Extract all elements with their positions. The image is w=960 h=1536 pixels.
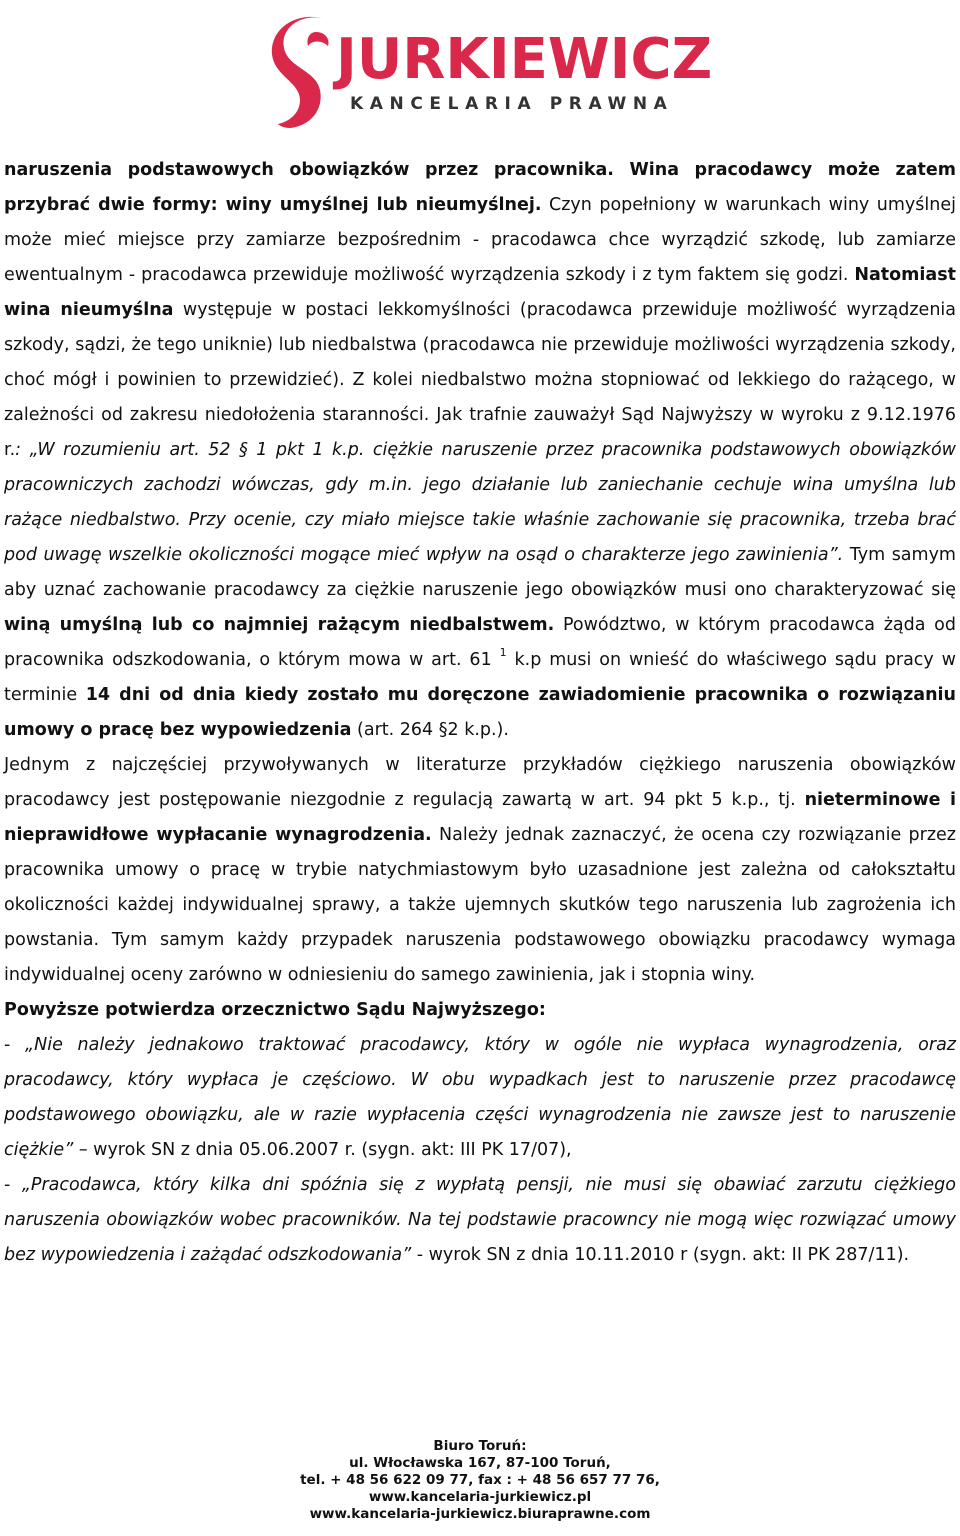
brand-subtitle: KANCELARIA PRAWNA bbox=[350, 94, 674, 114]
body-text: występuje w postaci lekkomyślności (pracodawca przewiduje możliwość wyrządzenia szkody, sądzi, że tego uniknie) lub niedbalstwa (pracodawca nie przewiduje możliwości wyrządzenia szkody, choć mógł i powinien to przewidzieć). Z kolei niedbalstwo można stopniować od lekkiego do rażącego, w zależności od zakresu niedołożenia staranności. Jak trafnie zauważył Sąd Najwyższy w wyroku z 9.12.1976 r. bbox=[4, 300, 956, 460]
ruling-item bbox=[4, 1168, 956, 1273]
citation-text: – wyrok SN z dnia 05.06.2007 r. (sygn. akt: III PK 17/07), bbox=[73, 1140, 572, 1160]
company-logo bbox=[270, 10, 713, 140]
logo-s-icon bbox=[270, 10, 340, 140]
website-link[interactable]: www.kancelaria-jurkiewicz.pl bbox=[368, 1489, 592, 1505]
quote-text: „Pracodawca, który kilka dni spóźnia się z wypłatą pensji, nie musi się obawiać zarzutu ciężkiego naruszenia obowiązków wobec pracowników. Na tej podstawie pracowncy nie mogą więc rozwiązać umowy bez wypowiedzenia i zażądać odszkodowania” bbox=[4, 1175, 956, 1265]
body-text: Czyn popełniony w warunkach winy umyślnej może mieć miejsce przy zamiarze bezpośrednim - pracodawca chce wyrządzić szkodę, lub zamiarze ewentualnym - pracodawca przewiduje możliwość wyrządzenia szkody i z tym faktem się godzi. bbox=[4, 195, 956, 285]
quote-text: : „W rozumieniu art. 52 § 1 pkt 1 k.p. ciężkie naruszenie przez pracownika podstawowych obowiązków pracowniczych zachodzi wówczas, gdy m.in. jego działanie lub zaniechanie cechuje wina umyślna lub rażące niedbalstwo. Przy ocenie, czy miało miejsce takie właśnie zachowanie się pracownika, trzeba brać pod uwagę wszelkie okoliczności mogące mieć wpływ na osąd o charakterze jego zawinienia”. bbox=[4, 440, 956, 565]
office-phone: tel. + 48 56 622 09 77, fax : + 48 56 657 77 76, bbox=[300, 1472, 660, 1488]
office-label: Biuro Toruń: bbox=[433, 1438, 527, 1454]
bold-text: naruszenia podstawowych obowiązków przez pracownika. Wina pracodawcy może zatem przybrać dwie formy: winy umyślnej lub nieumyślnej. bbox=[4, 160, 956, 215]
paragraph-fault-forms bbox=[4, 153, 956, 748]
body-text: Powództwo, w którym pracodawca żąda od pracownika odszkodowania, o którym mowa w art. 61 bbox=[4, 615, 956, 670]
body-text: Jednym z najczęściej przywoływanych w literaturze przykładów ciężkiego naruszenia obowiązków pracodawcy jest postępowanie niezgodnie z regulacją zawartą w art. 94 pkt 5 k.p., tj. bbox=[4, 755, 956, 810]
brand-name: JURKIEWICZ bbox=[336, 27, 713, 92]
page-header bbox=[0, 0, 960, 150]
bold-text: nieterminowe i nieprawidłowe wypłacanie wynagrodzenia. bbox=[4, 790, 956, 845]
quote-text: „Nie należy jednakowo traktować pracodawcy, który w ogóle nie wypłaca wynagrodzenia, oraz pracodawcy, który wypłaca je częściowo. W obu wypadkach jest to naruszenie przez pracodawcę podstawowego obowiązku, ale w razie wypłacenia części wynagrodzenia nie zawsze jest to naruszenie ciężkie” bbox=[4, 1035, 956, 1160]
website-link[interactable]: www.kancelaria-jurkiewicz.biuraprawne.com bbox=[309, 1506, 651, 1522]
office-address: ul. Włocławska 167, 87-100 Toruń, bbox=[349, 1455, 611, 1471]
bold-text: winą umyślną lub co najmniej rażącym niedbalstwem. bbox=[4, 615, 555, 635]
bold-text: 14 dni od dnia kiedy zostało mu doręczone zawiadomienie pracownika o rozwiązaniu umowy o pracę bez wypowiedzenia bbox=[4, 685, 956, 740]
body-text: Należy jednak zaznaczyć, że ocena czy rozwiązanie przez pracownika umowy o pracę w trybie natychmiastowym było uzasadnione jest zależna od całokształtu okoliczności każdej indywidualnej sprawy, a także ujemnych skutków tego naruszenia lub zagrożenia ich powstania. Tym samym każdy przypadek naruszenia podstawowego obowiązku pracodawcy wymaga indywidualnej oceny zarówno w odniesieniu do samego zawinienia, jak i stopnia winy. bbox=[4, 825, 956, 985]
bold-text: Natomiast wina nieumyślna bbox=[4, 265, 956, 320]
bullet-dash: - bbox=[4, 1035, 26, 1055]
superscript: 1 bbox=[499, 646, 507, 659]
page-footer bbox=[0, 1438, 960, 1523]
paragraph-examples bbox=[4, 748, 956, 993]
document-body bbox=[4, 153, 956, 1273]
body-text: (art. 264 §2 k.p.). bbox=[351, 720, 509, 740]
bullet-dash: - bbox=[4, 1175, 22, 1195]
citation-text: - wyrok SN z dnia 10.11.2010 r (sygn. akt: II PK 287/11). bbox=[411, 1245, 910, 1265]
ruling-item bbox=[4, 1028, 956, 1168]
body-text: Tym samym aby uznać zachowanie pracodawcy za ciężkie naruszenie jego obowiązków musi ono charakteryzować się bbox=[4, 545, 956, 600]
section-heading bbox=[4, 993, 956, 1028]
body-text: k.p musi on wnieść do właściwego sądu pracy w terminie bbox=[4, 650, 956, 705]
heading-text: Powyższe potwierdza orzecznictwo Sądu Najwyższego: bbox=[4, 1000, 546, 1020]
